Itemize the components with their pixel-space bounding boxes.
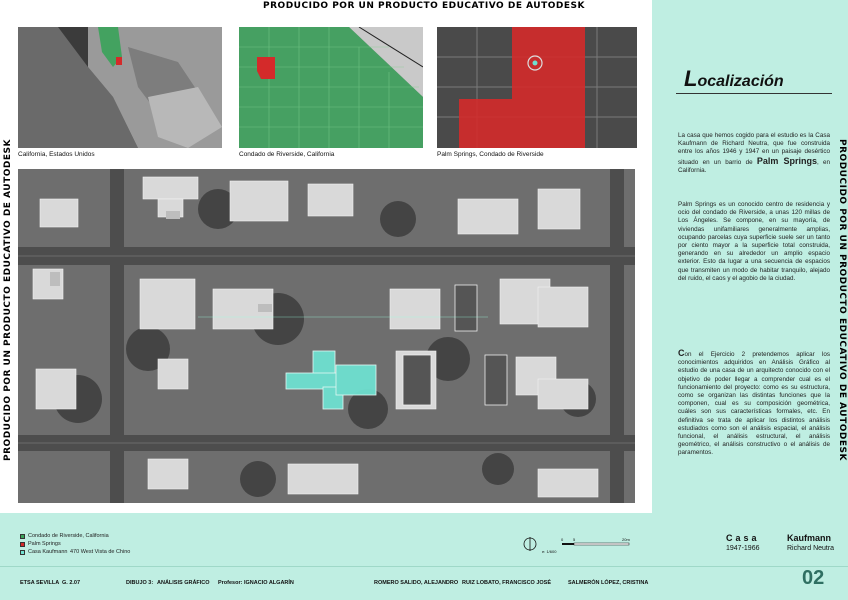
caption-riverside: Condado de Riverside, California	[239, 151, 335, 158]
svg-text:0: 0	[561, 537, 564, 542]
svg-text:e: 1/600: e: 1/600	[542, 549, 557, 554]
info-band	[0, 513, 848, 600]
sheet-number: 02	[802, 567, 825, 589]
footer-divider	[0, 566, 848, 567]
paragraph-exercise: Con el Ejercicio 2 pretendemos aplicar los conocimientos adquiridos en Análisis Gráfico al estudio de una casa de un arquitecto conocido con el objetivo de poder llegar a comprender cual es el funcionamiento del proyecto: como es su estructura, como se organizan las distintas funciones que la componen, cual es su composición geométrica, cuáles son sus características formales, etc. En definitiva se trata de aplicar los distintos análisis estudiados como son el análisis espacial, el análisis funcional, el análisis estructural, el análisis geométrico, el análisis constructivo o el análisis de paramentos.	[678, 348, 830, 457]
section-title: Localización	[684, 66, 784, 91]
caption-palm-springs: Palm Springs, Condado de Riverside	[437, 151, 544, 158]
project-name: Kaufmann	[787, 533, 832, 543]
project-architect: Richard Neutra	[787, 545, 835, 552]
title-rule	[676, 93, 832, 94]
paragraph-palm-springs: Palm Springs es un conocido centro de residencia y ocio del condado de Riverside, a unas 120 millas de Los Ángeles. Se compone, en su mayoría, de viviendas unifamiliares generalmente amplias, ocupando parcelas cuya superficie suele ser un tanto por ciento mayor a la superficie total construida, generando en su alrededor un amplio espacio exterior. Esto da lugar a una secuencia de espacios que transmiten un modo de habitar tranquilo, alejado del ruido, el caos y el agobio de la ciudad.	[678, 201, 830, 282]
footer-school: ETSA SEVILLA	[20, 580, 60, 586]
legend-swatch-palm-springs	[20, 542, 25, 547]
legend-swatch-riverside	[20, 534, 25, 539]
map-palm-springs	[437, 27, 637, 148]
project-years: 1947-1966	[726, 545, 760, 552]
svg-text:5: 5	[573, 537, 576, 542]
address: 470 West Vista de Chino	[70, 549, 131, 555]
footer-professor: Profesor: IGNACIO ALGARÍN	[218, 580, 294, 586]
paragraph-intro: La casa que hemos cogido para el estudio es la Casa Kaufmann de Richard Neutra, que fue construida entre los años 1946 y 1947 en un paisaje desértico situado en un barrio de Palm Springs, en California.	[678, 132, 830, 174]
legend-palm-springs: Palm Springs	[20, 541, 61, 547]
caption-california: California, Estados Unidos	[18, 151, 95, 158]
footer-student-3: SALMERÓN LÓPEZ, CRISTINA	[568, 580, 649, 586]
footer-course: DIBUJO 3:	[126, 580, 154, 586]
map-california	[18, 27, 222, 148]
project-casa: Casa	[726, 533, 760, 543]
scale-bar	[522, 535, 642, 555]
footer-student-1: ROMERO SALIDO, ALEJANDRO	[374, 580, 459, 586]
svg-text:20m: 20m	[622, 537, 630, 542]
footer-student-2: RUIZ LOBATO, FRANCISCO JOSÉ	[462, 580, 552, 586]
legend-kaufmann: Casa Kaufmann	[20, 549, 67, 555]
map-riverside	[239, 27, 423, 148]
watermark-right: PRODUCIDO POR UN PRODUCTO EDUCATIVO DE AUTODESK	[837, 139, 847, 461]
legend-swatch-kaufmann	[20, 550, 25, 555]
watermark-left: PRODUCIDO POR UN PRODUCTO EDUCATIVO DE AUTODESK	[3, 139, 13, 461]
aerial-map	[18, 169, 635, 503]
legend-riverside: Condado de Riverside, California	[20, 533, 109, 539]
footer-group: G. 2.07	[62, 580, 81, 586]
footer-subject: ANÁLISIS GRÁFICO	[157, 580, 210, 586]
watermark-top: PRODUCIDO POR UN PRODUCTO EDUCATIVO DE AUTODESK	[263, 1, 585, 11]
